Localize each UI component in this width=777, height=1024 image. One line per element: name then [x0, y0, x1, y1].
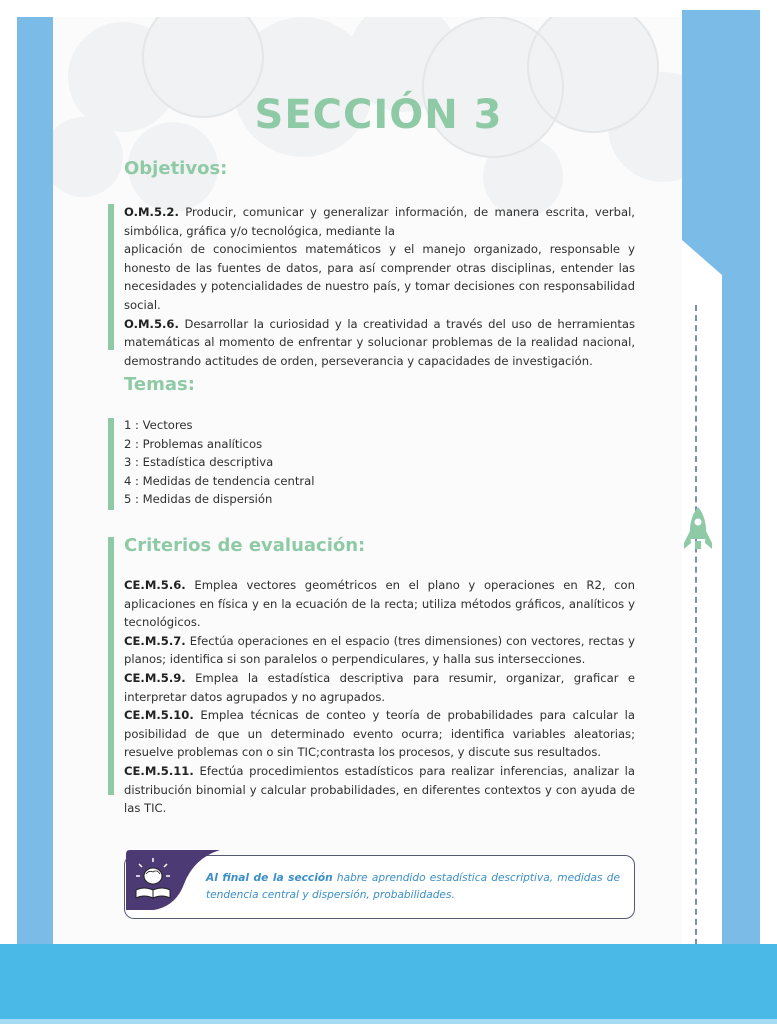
tema-item: 3 : Estadística descriptiva: [124, 455, 274, 470]
bottom-edge-line: [0, 1019, 777, 1024]
criterio-code: CE.M.5.11.: [124, 763, 194, 778]
criterio-text: Emplea la estadística descriptiva para resumir, organizar, graficar e interpretar datos agrupados y no agrupados.: [124, 670, 636, 704]
tema-item: 5 : Medidas de dispersión: [124, 492, 273, 507]
dashed-path-line: [695, 305, 697, 945]
objetivo-code: O.M.5.6.: [124, 316, 179, 331]
criterio-text: Emplea vectores geométricos en el plano y operaciones en R2, con aplicaciones en física y en la ecuación de la recta; utiliza métodos gráficos, analíticos y tecnológicos.: [124, 578, 635, 630]
tema-item: 1 : Vectores: [124, 418, 193, 432]
objetivos-accent-bar: [108, 204, 114, 350]
criterios-list: [124, 576, 635, 818]
temas-heading: Temas:: [124, 374, 195, 395]
criterio-item: [124, 762, 635, 818]
criterio-text: Efectúa procedimientos estadísticos para realizar inferencias, analizar la distribución binomial y calcular probabilidades, en diferentes contextos y con ayuda de las TIC.: [124, 763, 635, 816]
objetivo-item: [124, 240, 635, 314]
temas-accent-bar: [108, 418, 114, 510]
criterios-accent-bar: [108, 537, 114, 795]
summary-callout-text: [206, 870, 620, 904]
objetivo-text: aplicación de conocimientos matemáticos y el manejo organizado, responsable y honesto de las fuentes de datos, para así comprender otras disciplinas, entender las necesidades y potencialidades de nuestro país, y tomar decisiones con responsabilidad social.: [124, 242, 635, 312]
rocket-icon: [683, 505, 713, 557]
objetivo-text: Producir, comunicar y generalizar información, de manera escrita, verbal, simbólica, gráfica y/o tecnológica, mediante la: [124, 205, 635, 238]
criterio-text: Emplea técnicas de conteo y teoría de probabilidades para calcular la posibilidad de que un determinado evento ocurra; identifica variables aleatorias; resuelve problemas con o sin TIC;contrasta los procesos, y discute sus resultados.: [124, 708, 635, 760]
temas-list: [124, 416, 314, 509]
page-title: SECCIÓN 3: [254, 92, 503, 138]
left-side-bar: [17, 17, 53, 1024]
tema-item: 2 : Problemas analíticos: [124, 436, 263, 451]
criterio-item: [124, 632, 635, 669]
bottom-band: [0, 944, 777, 1024]
criterio-code: CE.M.5.6.: [124, 578, 186, 592]
criterio-item: [124, 669, 635, 706]
objetivo-code: O.M.5.2.: [124, 205, 179, 219]
callout-body: habre aprendido estadística descriptiva, medidas de tendencia central y dispersión, probabilidades.: [206, 872, 620, 901]
criterios-heading: Criterios de evaluación:: [124, 535, 366, 556]
criterio-text: Efectúa operaciones en el espacio (tres dimensiones) con vectores, rectas y planos; identifica si son paralelos o perpendiculares, y halla sus intersecciones.: [124, 633, 635, 667]
objetivos-heading: Objetivos:: [124, 158, 228, 179]
objetivo-item: [124, 315, 635, 371]
criterio-item: [124, 576, 635, 632]
criterio-code: CE.M.5.7.: [124, 633, 186, 648]
objetivo-text: Desarrollar la curiosidad y la creatividad a través del uso de herramientas matemáticas al momento de enfrentar y solucionar problemas de la realidad nacional, demostrando actitudes de orden, perseverancia y capacidades de investigación.: [124, 316, 636, 368]
tema-item: 4 : Medidas de tendencia central: [124, 473, 315, 488]
objetivos-list: [124, 203, 635, 370]
callout-lead: Al final de la sección: [206, 872, 333, 884]
criterio-item: [124, 706, 635, 762]
objetivo-item: [124, 203, 635, 240]
criterio-code: CE.M.5.9.: [124, 670, 186, 685]
criterio-code: CE.M.5.10.: [124, 708, 194, 723]
